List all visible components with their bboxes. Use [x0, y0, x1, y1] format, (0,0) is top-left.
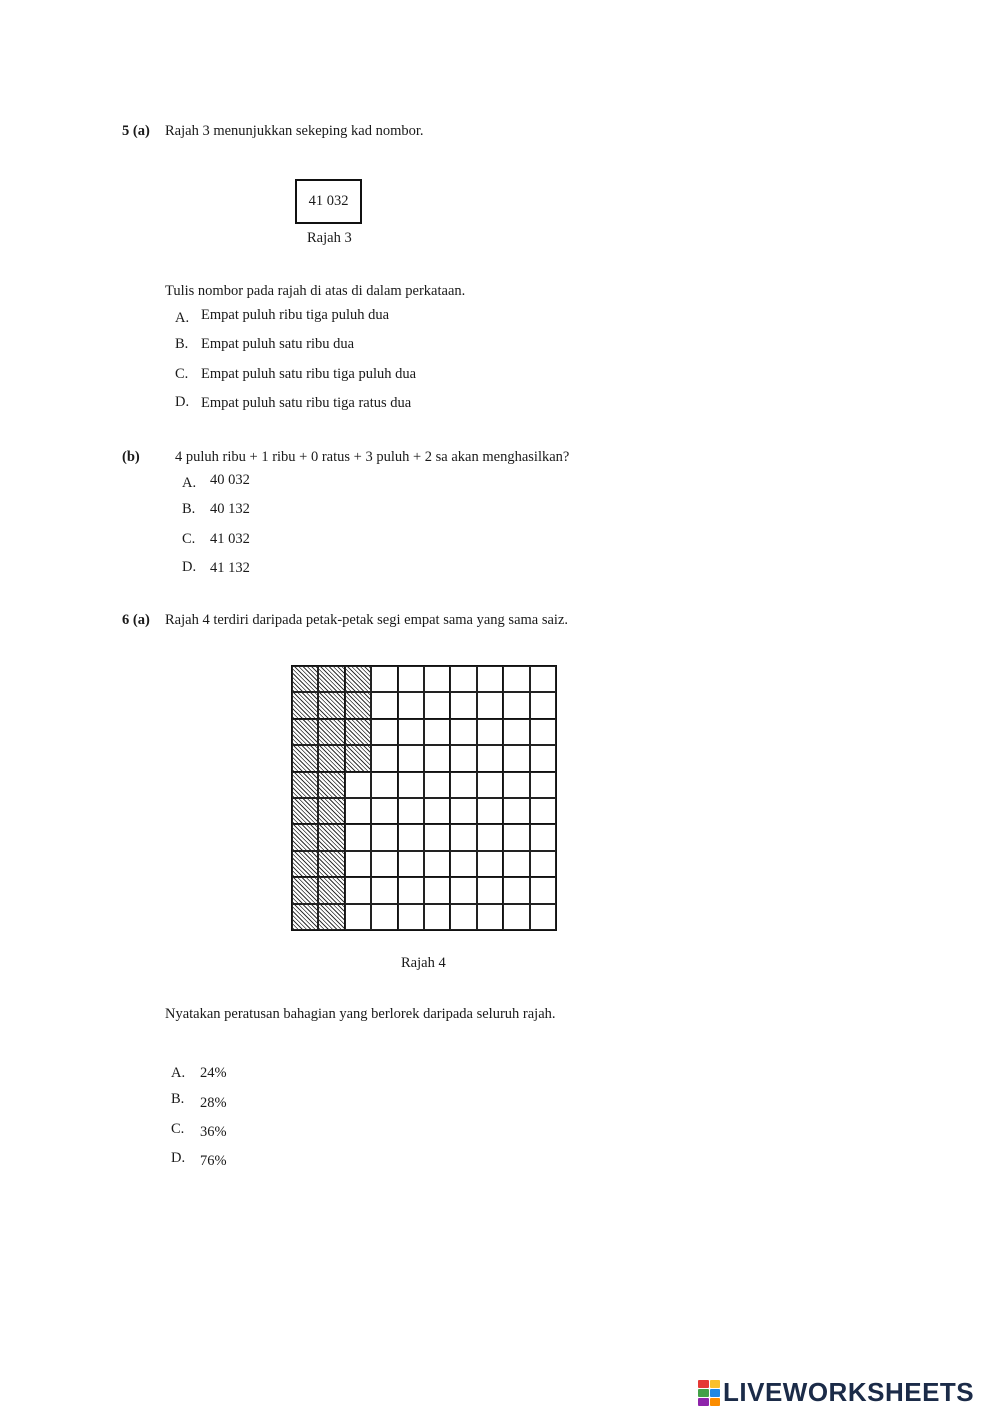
figure-3-caption: Rajah 3: [307, 230, 352, 246]
grid-cell: [371, 798, 397, 824]
grid-cell: [530, 692, 556, 718]
grid-cell: [450, 666, 476, 692]
grid-cell-shaded: [292, 851, 318, 877]
option-text[interactable]: Empat puluh satu ribu tiga puluh dua: [201, 366, 417, 382]
grid-cell-shaded: [318, 666, 344, 692]
grid-cell: [530, 772, 556, 798]
logo-square: [698, 1389, 709, 1397]
grid-cell: [371, 877, 397, 903]
question-6a-number: 6 (a): [122, 612, 150, 628]
grid-cell-shaded: [292, 904, 318, 930]
grid-cell-shaded: [292, 719, 318, 745]
grid-cell-shaded: [292, 877, 318, 903]
grid-cell-shaded: [292, 745, 318, 771]
grid-cell: [450, 772, 476, 798]
grid-cell: [424, 666, 450, 692]
grid-cell: [450, 904, 476, 930]
option-letter[interactable]: C.: [182, 531, 196, 547]
grid-cell: [450, 798, 476, 824]
option-letter[interactable]: B.: [175, 336, 189, 352]
grid-cell: [345, 877, 371, 903]
option-letter[interactable]: D.: [171, 1150, 186, 1166]
option-text[interactable]: Empat puluh ribu tiga puluh dua: [201, 307, 390, 323]
option-text[interactable]: 76%: [200, 1153, 227, 1169]
grid-cell: [503, 692, 529, 718]
grid-cell: [424, 719, 450, 745]
grid-cell: [398, 877, 424, 903]
grid-cell: [424, 798, 450, 824]
grid-cell: [503, 666, 529, 692]
grid-cell-shaded: [292, 772, 318, 798]
grid-cell: [371, 772, 397, 798]
grid-cell: [371, 851, 397, 877]
grid-cell: [398, 745, 424, 771]
grid-cell: [450, 745, 476, 771]
grid-cell: [477, 798, 503, 824]
grid-cell-shaded: [292, 666, 318, 692]
grid-cell: [477, 719, 503, 745]
grid-cell-shaded: [318, 824, 344, 850]
grid-cell-shaded: [292, 798, 318, 824]
grid-cell: [424, 772, 450, 798]
option-text[interactable]: 40 132: [210, 501, 250, 517]
question-5a-instruction: Tulis nombor pada rajah di atas di dalam perkataan.: [165, 283, 466, 299]
grid-cell: [530, 877, 556, 903]
grid-cell-shaded: [318, 877, 344, 903]
grid-cell: [424, 692, 450, 718]
grid-cell: [503, 719, 529, 745]
grid-cell: [503, 851, 529, 877]
question-5a-stem: Rajah 3 menunjukkan sekeping kad nombor.: [165, 123, 424, 139]
grid-cell: [398, 692, 424, 718]
option-letter[interactable]: C.: [171, 1121, 185, 1137]
grid-cell: [477, 692, 503, 718]
grid-cell: [345, 904, 371, 930]
option-letter[interactable]: D.: [175, 394, 190, 410]
question-6a-instruction: Nyatakan peratusan bahagian yang berlorek daripada seluruh rajah.: [165, 1006, 556, 1022]
grid-cell: [477, 666, 503, 692]
grid-cell: [398, 904, 424, 930]
logo-square: [710, 1380, 721, 1388]
grid-cell: [503, 904, 529, 930]
grid-cell: [371, 719, 397, 745]
grid-cell: [530, 851, 556, 877]
option-text[interactable]: 24%: [200, 1065, 227, 1081]
grid-cell-shaded: [318, 904, 344, 930]
grid-cell-shaded: [292, 824, 318, 850]
grid-cell: [371, 666, 397, 692]
grid-cell-shaded: [345, 692, 371, 718]
grid-cell: [530, 745, 556, 771]
grid-cell: [450, 851, 476, 877]
grid-cell: [398, 851, 424, 877]
grid-cell: [345, 772, 371, 798]
grid-cell: [503, 798, 529, 824]
number-card: [295, 179, 362, 224]
grid-cell: [477, 745, 503, 771]
question-6a-stem: Rajah 4 terdiri daripada petak-petak segi empat sama yang sama saiz.: [165, 612, 569, 628]
question-5b-stem: 4 puluh ribu + 1 ribu + 0 ratus + 3 puluh + 2 sa akan menghasilkan?: [175, 449, 570, 465]
grid-cell: [450, 877, 476, 903]
hundred-square-grid: [291, 665, 557, 931]
option-letter[interactable]: B.: [171, 1091, 185, 1107]
grid-cell: [530, 798, 556, 824]
grid-cell: [371, 824, 397, 850]
grid-cell: [398, 719, 424, 745]
option-text[interactable]: 28%: [200, 1095, 227, 1111]
option-text[interactable]: 36%: [200, 1124, 227, 1140]
grid-cell-shaded: [292, 692, 318, 718]
option-letter[interactable]: A.: [171, 1065, 186, 1081]
grid-cell: [371, 904, 397, 930]
option-letter[interactable]: A.: [182, 475, 197, 491]
grid-cell: [424, 745, 450, 771]
grid-cell: [477, 824, 503, 850]
grid-cell: [503, 745, 529, 771]
grid-cell-shaded: [318, 745, 344, 771]
grid-cell: [371, 692, 397, 718]
option-text[interactable]: Empat puluh satu ribu tiga ratus dua: [201, 395, 412, 411]
grid-cell: [371, 745, 397, 771]
liveworksheets-logo[interactable]: [698, 1377, 974, 1408]
grid-cell: [424, 851, 450, 877]
option-text[interactable]: 41 132: [210, 560, 250, 576]
liveworksheets-logo-text: LIVEWORKSHEETS: [723, 1377, 975, 1407]
grid-cell: [450, 692, 476, 718]
option-letter[interactable]: B.: [182, 501, 196, 517]
grid-cell: [424, 824, 450, 850]
grid-cell: [503, 877, 529, 903]
grid-cell: [503, 824, 529, 850]
option-text[interactable]: Empat puluh satu ribu dua: [201, 336, 355, 352]
grid-cell: [398, 666, 424, 692]
grid-cell: [345, 824, 371, 850]
grid-cell: [477, 904, 503, 930]
liveworksheets-logo-icon: [698, 1380, 720, 1406]
grid-cell: [503, 772, 529, 798]
grid-cell: [398, 824, 424, 850]
grid-cell: [530, 824, 556, 850]
grid-cell-shaded: [318, 798, 344, 824]
grid-cell-shaded: [345, 745, 371, 771]
grid-cell: [530, 904, 556, 930]
question-5b-number: (b): [122, 449, 140, 465]
logo-square: [710, 1398, 721, 1406]
grid-cell-shaded: [318, 692, 344, 718]
grid-cell: [398, 772, 424, 798]
grid-cell: [424, 877, 450, 903]
option-text[interactable]: 40 032: [210, 472, 250, 488]
grid-cell: [530, 719, 556, 745]
grid-cell: [398, 798, 424, 824]
figure-4-caption: Rajah 4: [401, 955, 446, 971]
grid-cell: [530, 666, 556, 692]
grid-cell: [477, 851, 503, 877]
number-card-value: 41 032: [308, 193, 349, 209]
grid-cell: [450, 824, 476, 850]
grid-cell: [477, 877, 503, 903]
option-letter[interactable]: A.: [175, 310, 190, 326]
grid-cell: [345, 851, 371, 877]
logo-square: [710, 1389, 721, 1397]
grid-cell-shaded: [318, 719, 344, 745]
grid-cell-shaded: [318, 772, 344, 798]
option-text[interactable]: 41 032: [210, 531, 250, 547]
logo-square: [698, 1398, 709, 1406]
grid-cell: [477, 772, 503, 798]
grid-cell: [424, 904, 450, 930]
option-letter[interactable]: D.: [182, 559, 197, 575]
logo-square: [698, 1380, 709, 1388]
option-letter[interactable]: C.: [175, 366, 189, 382]
grid-cell-shaded: [345, 666, 371, 692]
grid-cell: [450, 719, 476, 745]
grid-cell-shaded: [318, 851, 344, 877]
grid-cell: [345, 798, 371, 824]
grid-cell-shaded: [345, 719, 371, 745]
question-5a-number: 5 (a): [122, 123, 150, 139]
